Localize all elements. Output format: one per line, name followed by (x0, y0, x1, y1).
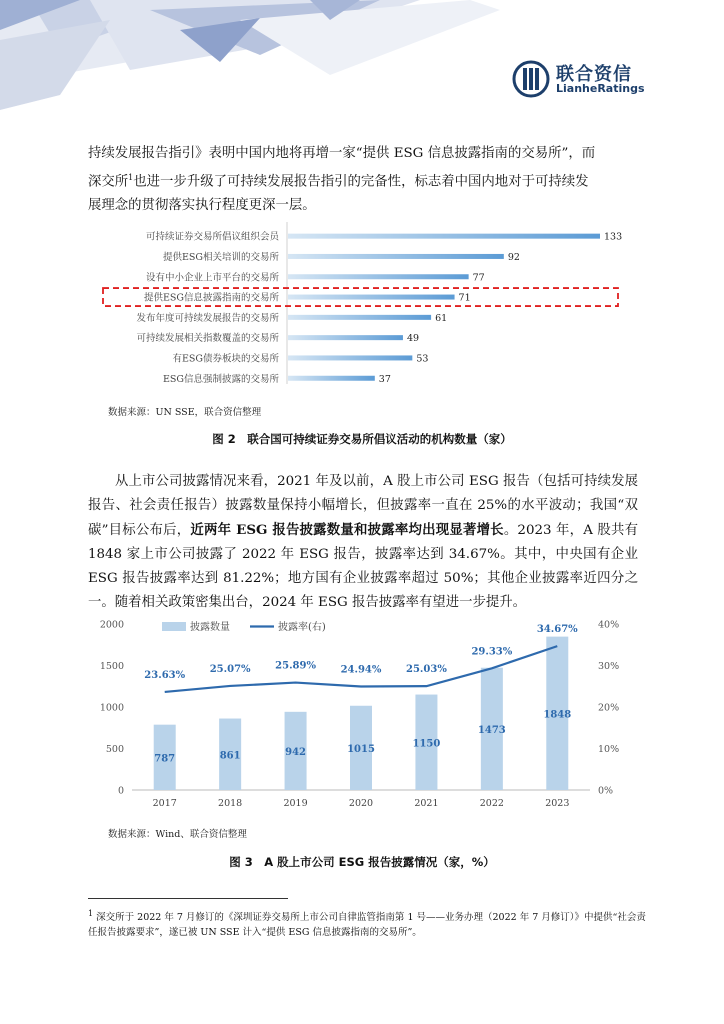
chart1-category-label: 提供ESG信息披露指南的交易所 (143, 292, 279, 304)
chart1-value-label: 92 (507, 251, 520, 263)
footnote-number: 1 (88, 909, 94, 918)
chart2-right-tick: 0% (598, 785, 614, 797)
footnote-rule (88, 898, 288, 899)
logo-subtitle: LianheRatings (556, 82, 645, 95)
footnote-text: 深交所于 2022 年 7 月修订的《深圳证券交易所上市公司自律监管指南第 1 号——业务办理（2022 年 7 月修订）》中提供“社会责任报告披露要求”，遂已被 UN SSE 计入“提供 ESG 信息披露指南的交易所”。 (88, 912, 646, 939)
paragraph-2-part3: 。2023 年，A 股共有 1848 家上市公司披露了 2022 年 ESG 报告，披露率达到 34.67%。其中，中央国有企业 ESG 报告披露率达到 81.22%；地方国有企业披露率超过 50%；其他企业披露率近四分之一。随着相关政策密集出台，2024 年 ESG 报告披露率有望进一步提升。 (88, 523, 638, 610)
paragraph-1-line1: 持续发展报告指引》表明中国内地将再增一家“提供 ESG 信息披露指南的交易所”，而 (88, 146, 596, 161)
chart2-bar-label: 1150 (412, 738, 441, 750)
logo-name: 联合资信 (556, 64, 632, 85)
logo-mark-icon (512, 60, 550, 98)
chart1-value-label: 61 (435, 312, 448, 324)
chart2-bar-label: 787 (154, 753, 176, 765)
chart1-bar (288, 295, 455, 300)
chart2-line-label: 23.63% (144, 669, 186, 681)
chart2-left-tick: 1000 (99, 702, 124, 714)
chart1-category-label: 发布年度可持续发展报告的交易所 (136, 312, 279, 324)
chart2-line-label: 24.94% (340, 664, 382, 676)
paragraph-2-highlight: 近两年 ESG 报告披露数量和披露率均出现显著增长 (190, 522, 504, 538)
chart2-line-label: 34.67% (536, 624, 578, 636)
chart2-left-tick: 0 (117, 785, 124, 797)
chart1-source: 数据来源：UN SSE，联合资信整理 (108, 407, 262, 418)
chart2-bar-label: 1848 (543, 709, 572, 721)
chart1-category-label: 可持续证券交易所倡议组织会员 (145, 231, 279, 243)
chart2-line-label: 25.89% (275, 660, 316, 672)
chart1-bar (288, 355, 412, 360)
chart2-caption: 图 3 A 股上市公司 ESG 报告披露情况（家，%） (229, 855, 495, 869)
chart1-caption: 图 2 联合国可持续证券交易所倡议活动的机构数量（家） (212, 432, 512, 446)
chart1-value-label: 37 (378, 373, 391, 385)
chart1-category-label: ESG信息强制披露的交易所 (162, 373, 279, 385)
chart2-legend-bar-swatch (162, 622, 186, 631)
chart1-category-label: 设有中小企业上市平台的交易所 (145, 272, 279, 284)
chart1-value-label: 77 (472, 272, 485, 284)
chart1-bar (288, 315, 431, 320)
chart2-left-tick: 1500 (99, 661, 124, 672)
chart1-value-label: 49 (406, 333, 420, 345)
chart1-bar (288, 376, 375, 381)
chart1-bar (288, 274, 469, 279)
chart2-right-tick: 20% (598, 702, 620, 714)
chart2-left-tick: 500 (105, 744, 124, 755)
chart2-right-tick: 10% (598, 744, 620, 755)
chart2-bar-label: 1015 (347, 743, 375, 755)
chart2-right-tick: 30% (598, 661, 620, 672)
company-logo (512, 60, 662, 100)
chart1-value-label: 53 (416, 353, 429, 365)
chart2-line-label: 25.03% (406, 664, 447, 676)
paragraph-2 (88, 470, 638, 615)
chart2-source: 数据来源：Wind、联合资信整理 (108, 829, 247, 840)
chart2-x-tick: 2018 (218, 798, 243, 809)
chart2-legend-bar-label: 披露数量 (190, 622, 230, 633)
chart2-bar-label: 942 (285, 746, 307, 758)
paragraph-1 (88, 142, 638, 218)
chart2-bar-label: 1473 (477, 724, 506, 736)
footnote (88, 906, 648, 940)
chart2-x-tick: 2020 (348, 798, 374, 809)
chart2-bar-label: 861 (219, 750, 241, 762)
paragraph-2-part1: 从上市公司披露情况来看，2021 年及以前，A 股上市公司 ESG 报告（包括可持续发展报告、社会责任报告）披露数量保持小幅增长，但披露率一直在 25%的水平波动；我国“双碳”目标公布后， (88, 474, 638, 538)
chart2-left-tick: 2000 (99, 619, 124, 631)
chart2-x-tick: 2023 (545, 798, 570, 809)
chart2-x-tick: 2022 (479, 798, 504, 809)
chart1-bar (288, 254, 504, 259)
chart2-right-tick: 40% (598, 619, 620, 631)
chart1-bar (288, 335, 403, 340)
chart1-category-label: 有ESG债券板块的交易所 (172, 353, 279, 365)
chart2-line-label: 29.33% (471, 646, 513, 658)
chart1-value-label: 133 (604, 231, 623, 243)
chart2-x-tick: 2019 (283, 798, 308, 809)
chart1-bar (288, 234, 600, 239)
paragraph-1-line3: 展理念的贯彻落实执行程度更深一层。 (88, 198, 316, 214)
chart1-category-label: 提供ESG相关培训的交易所 (162, 251, 279, 263)
chart1-value-label: 71 (458, 292, 471, 304)
footnote-ref[interactable]: 1 (128, 173, 134, 182)
chart2-legend-line-label: 披露率(右) (278, 622, 326, 633)
chart2-line-label: 25.07% (209, 663, 251, 675)
chart-institutions (88, 222, 648, 387)
chart-esg-disclosure (90, 612, 650, 817)
paragraph-1-line2: 深交所$^1$也进一步升级了可持续发展报告指引的完备性，标志着中国内地对于可持续发 (88, 173, 589, 190)
chart1-category-label: 可持续发展相关指数覆盖的交易所 (136, 333, 279, 345)
chart2-x-tick: 2021 (414, 798, 439, 809)
chart2-x-tick: 2017 (152, 798, 177, 809)
